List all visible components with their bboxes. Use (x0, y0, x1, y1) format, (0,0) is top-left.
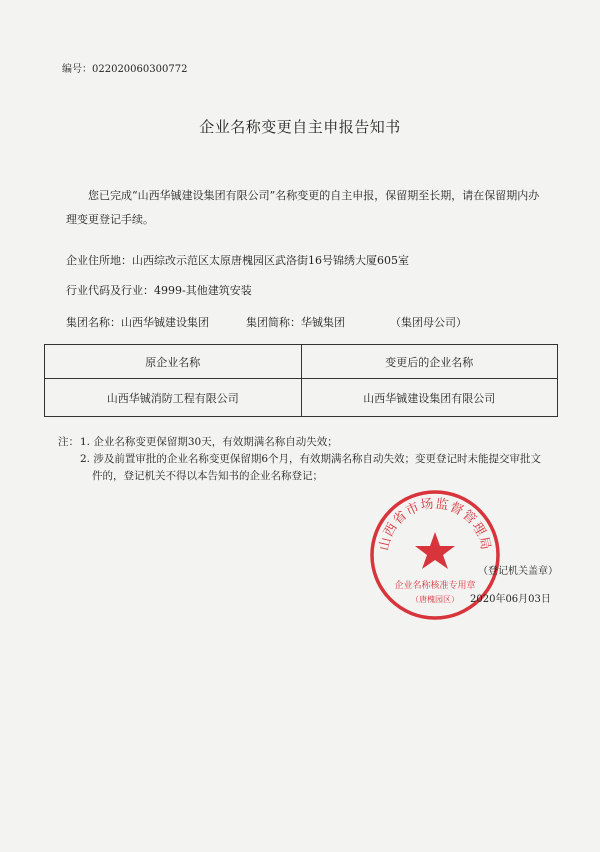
document-title: 企业名称变更自主申报告知书 (199, 118, 401, 136)
address-line: 企业住所地：山西综改示范区太原唐槐园区武洛街16号锦绣大厦605室 (66, 254, 409, 267)
note-item: 件的，登记机关不得以本告知书的企业名称登记； (92, 470, 323, 482)
table-header-cell: 变更后的企业名称 (301, 345, 558, 379)
group-type: （集团母公司） (390, 316, 467, 329)
notes-block (58, 434, 558, 485)
table-header-row (45, 345, 558, 379)
group-line (66, 314, 467, 330)
industry-line: 行业代码及行业：4999-其他建筑安装 (66, 284, 252, 297)
svg-text:企业名称核准专用章: 企业名称核准专用章 (394, 581, 476, 591)
name-change-table (44, 344, 558, 417)
notes-label: 注： (58, 436, 79, 448)
group-name: 集团名称：山西华铖建设集团 (66, 316, 209, 329)
note-item: 1. 企业名称变更保留期30天，有效期满名称自动失效； (80, 436, 338, 448)
group-abbr: 集团简称：华铖集团 (246, 316, 345, 329)
main-paragraph: 您已完成“山西华铖建设集团有限公司”名称变更的自主申报，保留期至长期，请在保留期内办理变更登记手续。 (66, 189, 540, 226)
svg-text:山西省市场监督管理局: 山西省市场监督管理局 (376, 496, 494, 553)
issuer-label: （登记机关盖章） (478, 566, 558, 577)
issue-date: 2020年06月03日 (470, 594, 551, 605)
table-cell-new-name: 山西华铖建设集团有限公司 (301, 379, 558, 417)
serial-number: 编号：022020060300772 (62, 64, 188, 75)
table-header-cell: 原企业名称 (45, 345, 302, 379)
note-item: 2. 涉及前置审批的企业名称变更保留期6个月，有效期满名称自动失效；变更登记时未能提交审批文 (80, 453, 542, 465)
svg-text:（唐槐园区）: （唐槐园区） (411, 595, 459, 604)
table-cell-old-name: 山西华铖消防工程有限公司 (45, 379, 302, 417)
table-row (45, 379, 558, 417)
